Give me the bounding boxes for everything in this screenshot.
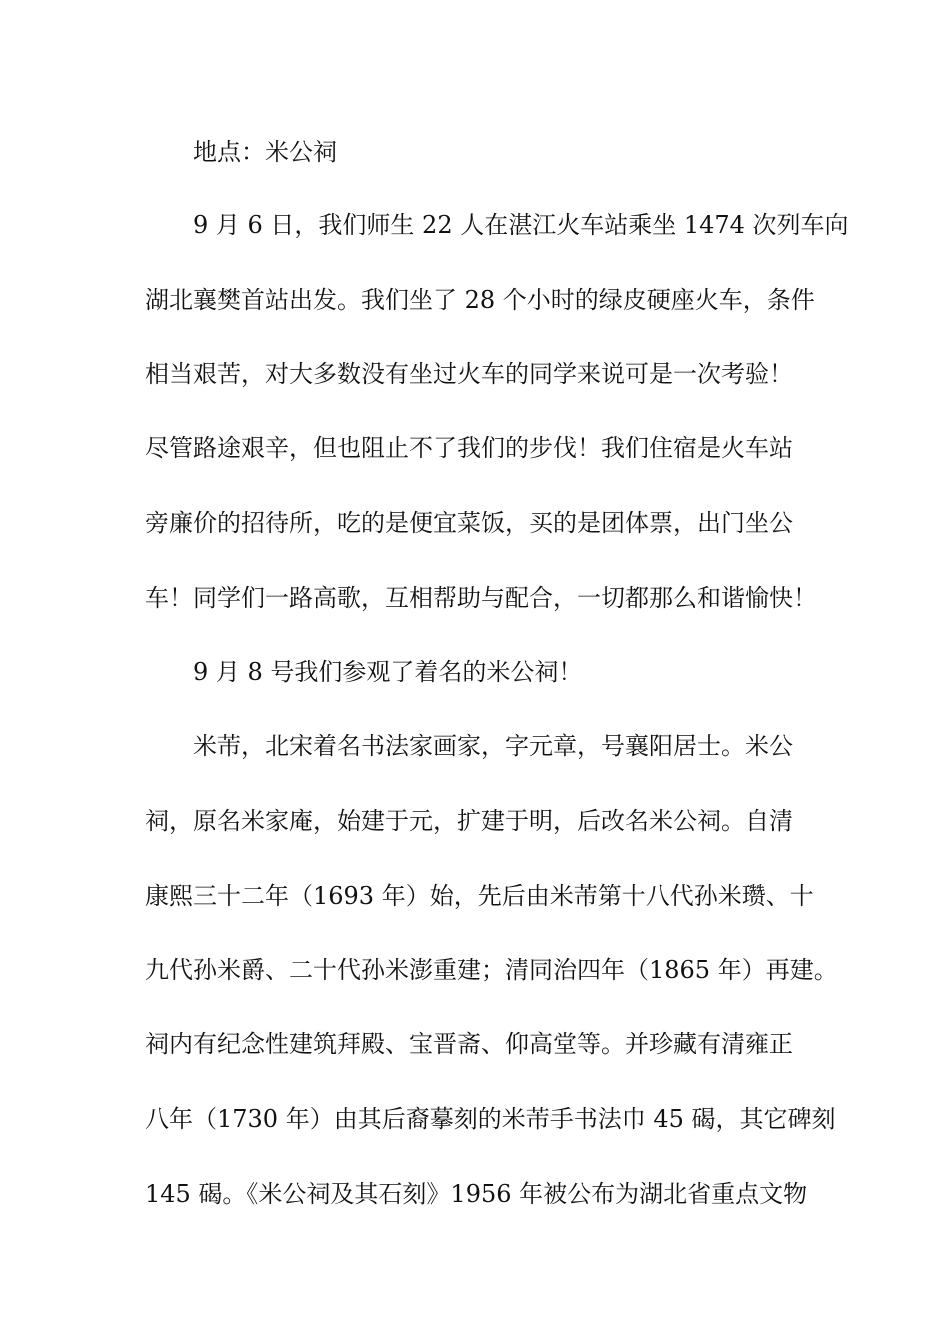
paragraph-line: 米芾，北宋着名书法家画家，字元章，号襄阳居士。米公 xyxy=(193,732,793,760)
paragraph-line: 祠内有纪念性建筑拜殿、宝晋斋、仰高堂等。并珍藏有清雍正 xyxy=(145,1030,793,1058)
paragraph-line: 九代孙米爵、二十代孙米澎重建；清同治四年（1865 年）再建。 xyxy=(145,956,838,984)
paragraph-line: 祠，原名米家庵，始建于元，扩建于明，后改名米公祠。自清 xyxy=(145,807,793,835)
paragraph-line: 相当艰苦，对大多数没有坐过火车的同学来说可是一次考验！ xyxy=(145,360,793,388)
paragraph-line: 9 月 6 日，我们师生 22 人在湛江火车站乘坐 1474 次列车向 xyxy=(193,211,849,239)
paragraph-line: 旁廉价的招待所，吃的是便宜菜饭，买的是团体票，出门坐公 xyxy=(145,509,793,537)
paragraph-line: 康熙三十二年（1693 年）始，先后由米芾第十八代孙米瓒、十 xyxy=(145,882,814,910)
paragraph-line: 145 碣。《米公祠及其石刻》1956 年被公布为湖北省重点文物 xyxy=(145,1180,808,1208)
location-line: 地点：米公祠 xyxy=(193,138,337,166)
paragraph-line: 八年（1730 年）由其后裔摹刻的米芾手书法巾 45 碣，其它碑刻 xyxy=(145,1105,836,1133)
paragraph-line: 9 月 8 号我们参观了着名的米公祠！ xyxy=(193,658,583,686)
paragraph-line: 尽管路途艰辛，但也阻止不了我们的步伐！我们住宿是火车站 xyxy=(145,434,793,462)
paragraph-line: 车！同学们一路高歌，互相帮助与配合，一切都那么和谐愉快！ xyxy=(145,584,817,612)
paragraph-line: 湖北襄樊首站出发。我们坐了 28 个小时的绿皮硬座火车，条件 xyxy=(145,286,815,314)
